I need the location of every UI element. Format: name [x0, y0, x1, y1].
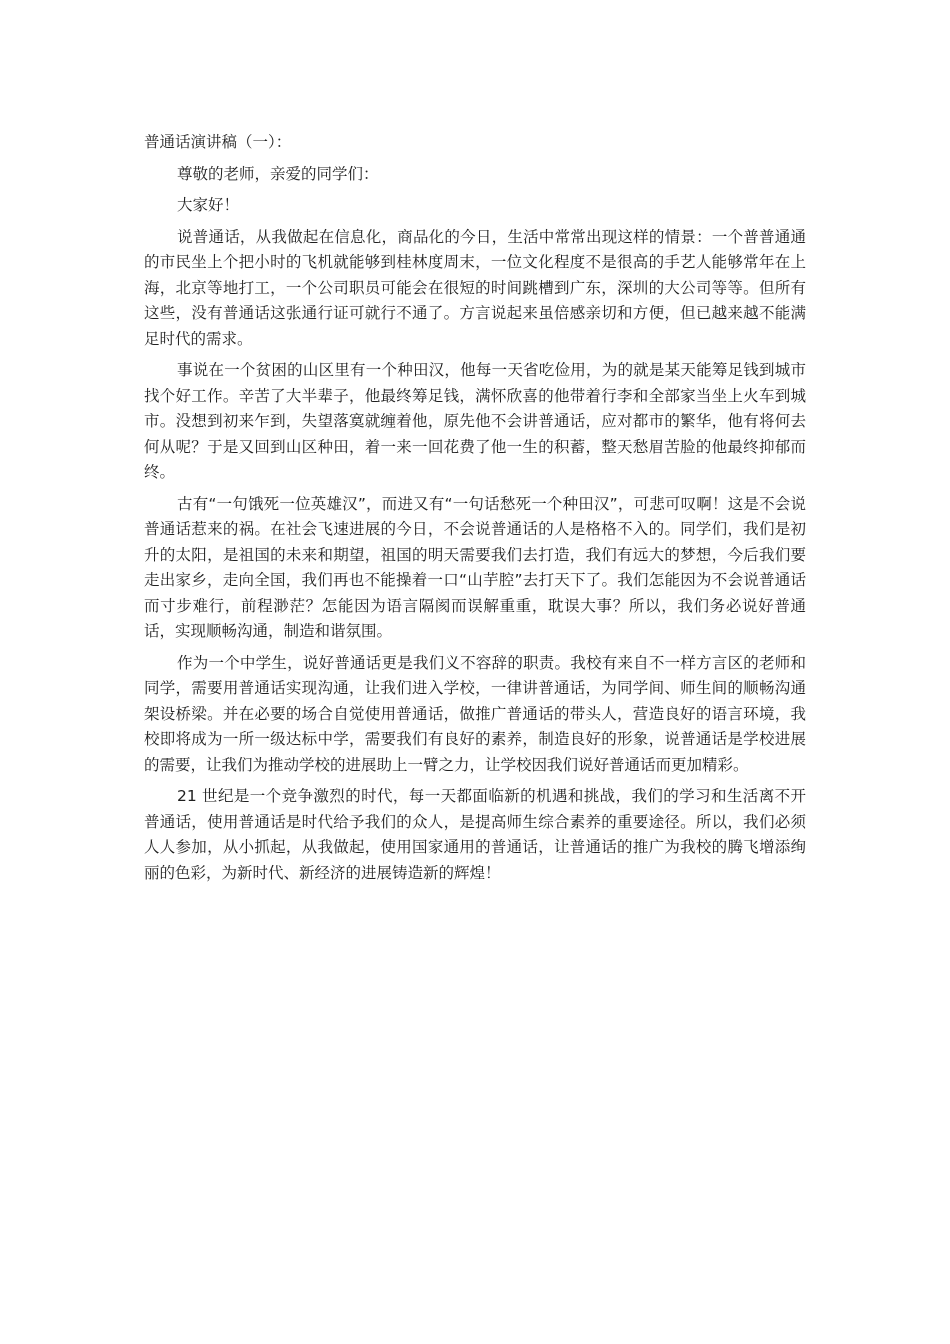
salutation: 尊敬的老师，亲爱的同学们：	[177, 164, 379, 183]
document-title: 普通话演讲稿（一）：	[144, 133, 292, 151]
document-body	[144, 130, 806, 892]
paragraph-4: 作为一个中学生，说好普通话更是我们义不容辞的职责。我校有来自不一样方言区的老师和同学，需要用普通话实现沟通，让我们进入学校，一律讲普通话，为同学间、师生间的顺畅沟通架设桥梁。并在必要的场合自觉使用普通话，做推广普通话的带头人，营造良好的语言环境，我校即将成为一所一级达标中学，需要我们有良好的素养，制造良好的形象，说普通话是学校进展的需要，让我们为推动学校的进展助上一臂之力，让学校因我们说好普通话而更加精彩。	[144, 653, 806, 774]
greeting: 大家好！	[177, 196, 240, 214]
paragraph-1: 说普通话，从我做起在信息化，商品化的今日，生活中常常出现这样的情景：一个普普通通的市民坐上个把小时的飞机就能够到桂林度周末，一位文化程度不是很高的手艺人能够常年在上海，北京等地打工，一个公司职员可能会在很短的时间跳槽到广东，深圳的大公司等等。但所有这些，没有普通话这张通行证可就行不通了。方言说起来虽倍感亲切和方便，但已越来越不能满足时代的需求。	[144, 227, 806, 348]
paragraph-2: 事说在一个贫困的山区里有一个种田汉，他每一天省吃俭用，为的就是某天能筹足钱到城市找个好工作。辛苦了大半辈子，他最终筹足钱，满怀欣喜的他带着行李和全部家当坐上火车到城市。没想到初来乍到，失望落寞就缠着他，原先他不会讲普通话，应对都市的繁华，他有将何去何从呢？于是又回到山区种田，着一来一回花费了他一生的积蓄，整天愁眉苦脸的他最终抑郁而终。	[144, 361, 806, 481]
paragraph-5: 21 世纪是一个竞争激烈的时代，每一天都面临新的机遇和挑战，我们的学习和生活离不开普通话，使用普通话是时代给予我们的众人，是提高师生综合素养的重要途径。所以，我们必须人人参加，从小抓起，从我做起，使用国家通用的普通话，让普通话的推广为我校的腾飞增添绚丽的色彩，为新时代、新经济的进展铸造新的辉煌！	[144, 787, 806, 882]
paragraph-3: 古有“一句饿死一位英雄汉”，而进又有“一句话愁死一个种田汉”，可悲可叹啊！这是不会说普通话惹来的祸。在社会飞速进展的今日，不会说普通话的人是格格不入的。同学们，我们是初升的太阳，是祖国的未来和期望，祖国的明天需要我们去打造，我们有远大的梦想，今后我们要走出家乡，走向全国，我们再也不能操着一口“山芋腔”去打天下了。我们怎能因为不会说普通话而寸步难行，前程渺茫？怎能因为语言隔阂而误解重重，耽误大事？所以，我们务必说好普通话，实现顺畅沟通，制造和谐氛围。	[144, 494, 806, 640]
